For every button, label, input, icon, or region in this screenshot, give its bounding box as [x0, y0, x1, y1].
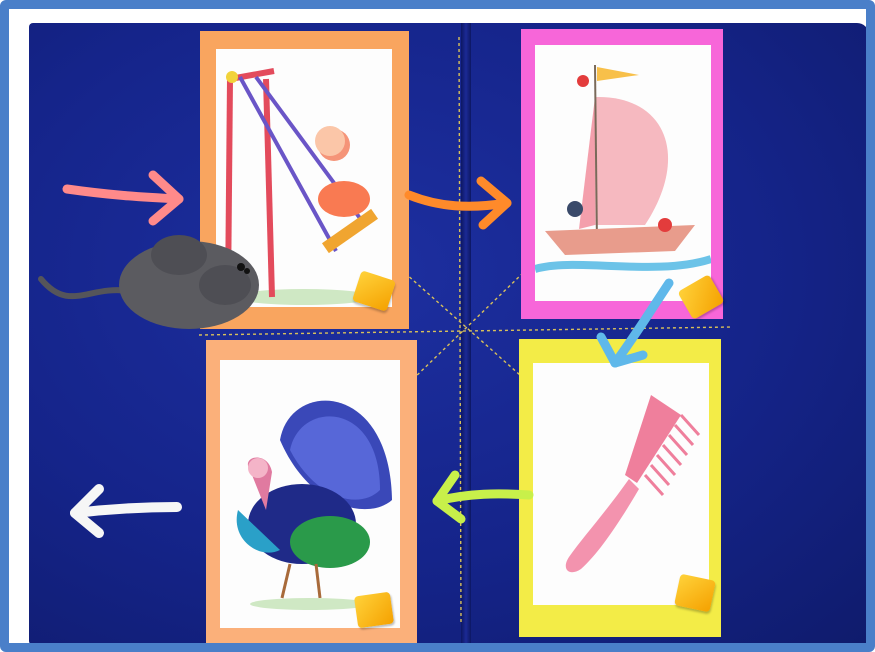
- felt-board: [29, 23, 869, 645]
- felt-mouse-toy[interactable]: [29, 23, 869, 645]
- felt-mouse[interactable]: [41, 235, 259, 329]
